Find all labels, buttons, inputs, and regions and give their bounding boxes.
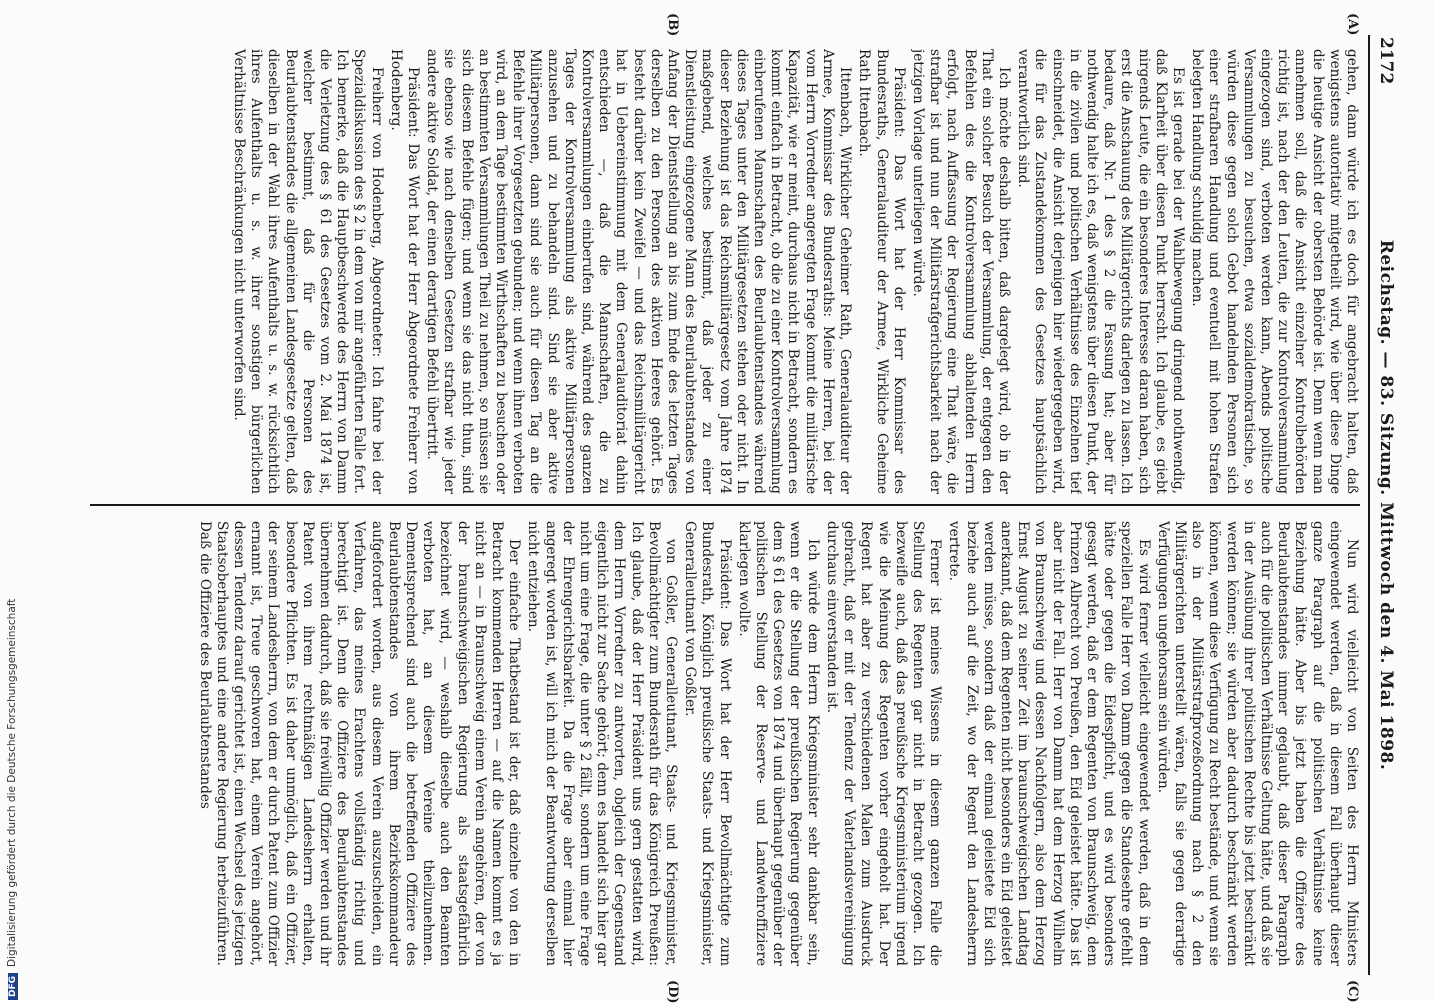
paragraph: Es ist gerade bei der Wahlbewegung dringend nothwendig, daß Klarheit über diesen Punkt herrscht. Ich glaube, es giebt nirgends Leute, die ein besonderes Interesse daran haben, sich erst die Anschauung des Militärgerichts darlegen zu lassen. Ich bedaure, daß Nr. 1 des § 2 die Fassung hat; aber für nothwendig halte ich es, daß wenigstens über diesen Punkt, der in die zivilen und politischen Verhältnisse des Einzelnen tief einschneidet, die Ansicht derjenigen hier wiedergegeben wird, die für das Zustandekommen des Gesetzes hauptsächlich verantwortlich sind. [1015,49,1186,494]
paragraph: Ich würde dem Herrn Kriegsminister sehr dankbar sein, wenn er die Stellung der preußischen Regierung gegenüber dem § 61 des Gesetzes von 1874 und überhaupt gegenüber der politischen Stellung der Reserve- und Landwehroffiziere klarlegen wollte. [735,521,821,966]
paragraph: Ittenbach, Wirklicher Geheimer Rath, Generalauditeur der Armee, Kommissar des Bundesraths: Meine Herren, bei der vom Herrn Vorredner angeregten Frage kommt die militärische Kapazität, wie er meint, durchaus nicht in Betracht, sondern es kommt einfach in Betracht, ob die zu einer Kontrolversammlung einberufenen Mannschaften des Beurlaubtenstandes während dieses Tages unter den Militärgesetzen stehen oder nicht. In dieser Beziehung ist das Reichsmilitärgesetz vom Jahre 1874 maßgebend, welches bestimmt, daß jeder zu einer Dienstleistung eingezogene Mann des Beurlaubtenstandes von Anfang der Dienststellung an bis zum Ende des letzten Tages derselben zu den Personen des aktiven Heeres gehört. Es besteht darüber kein Zweifel — und das Reichsmilitärgericht hat in Uebereinstimmung mit dem Generalauditoriat dahin entschieden —, daß die Mannschaften, die zu Kontrolversammlungen einberufen sind, während des ganzen Tages der Kontrolversammlung als aktive Militärpersonen anzusehen und zu behandeln sind. Sind sie aber aktive Militärpersonen, dann sind sie auch für diesen Tag an die Befehle ihrer Vorgesetzten gebunden; und wenn ihnen verboten wird, an dem Tage bestimmten Wirthschaften zu besuchen oder an bestimmten Versammlungen Theil zu nehmen, so müssen sie sich diesem Befehle fügen; und wenn sie das nicht thun, sind sie ebenso wie nach denselben Gesetzen strafbar wie jeder andere aktive Soldat, der einen derartigen Befehl übertritt. [424,49,854,494]
page-title: Reichstag. — 83. Sitzung. Mittwoch den 4. Mai 1898. [1376,239,1396,771]
paragraph: Nun wird vielleicht von Seiten des Herrn Ministers eingewendet werden, daß in diesem Fall überhaupt dieser ganze Paragraph auf die politischen Verhältnisse keine Beziehung hätte. Aber bis jetzt haben die Offiziere des Beurlaubtenstandes immer geglaubt, daß dieser Paragraph auch für die politischen Verhältnisse Geltung hätte, und daß sie in der Ausübung ihrer politischen Rechte bis jetzt beschränkt werden können; sie würden aber dadurch beschränkt werden können, wenn diese Verfügung zu Recht bestände, und wenn sie also in der Militärstrafprozeßordnung nach § 2 den Militärgerichten unterstellt wären, falls sie gegen derartige Verfügungen ungehorsam sein würden. [1154,521,1360,966]
left-column [90,49,1360,494]
digitization-credit [6,0,20,1000]
margin-mark-a: (A) [1345,13,1360,36]
paragraph: gehen, dann würde ich es doch für angebracht halten, daß wenigstens autoritativ mitgetheilt wird, wie über diese Dinge die heutige Ansicht der obersten Behörde ist. Denn wenn man annehmen soll, daß die Ansicht einzelner Kontrolbehörden richtig ist, nach der den Leuten, die zur Kontrolversammlung eingezogen sind, verboten werden kann, Abends politische Versammlungen zu besuchen, etwa sozialdemokratische, so würden diese gegen solch Gebot handelnden Personen sich einer strafbaren Handlung und eventuell mit hohen Strafen belegten Handlung schuldig machen. [1189,49,1360,494]
paragraph: Präsident: Das Wort hat der Herr Bevollmächtigte zum Bundesrath, Königlich preußische Staats- und Kriegsminister, Generalleutnant von Goßler. [682,521,733,966]
page-number: 2172 [1376,37,1396,85]
paragraph: Ich möchte deshalb bitten, daß dargelegt wird, ob in der That ein solcher Besuch der Versammlung, der entgegen den Befehlen des die Kontrolversammlung abhaltenden Herrn erfolgt, nach Auffassung der Regierung eine That wäre, die strafbar ist und nun der Militärstrafgerichtsbarkeit nach der jetzigen Vorlage unterliegen würde. [909,49,1012,494]
paragraph: Präsident: Das Wort hat der Herr Kommissar des Bundesraths, Generalauditeur der Armee, Wirkliche Geheime Rath Ittenbach. [856,49,907,494]
paragraph: Ferner ist meines Wissens in diesem ganzen Falle die Stellung des Regenten gar nicht in Betracht gezogen. Ich bezweifle auch, daß das preußische Kriegsministerium irgend wie die Meinung des Regenten vorher eingeholt hat. Der Regent hat aber zu verschiedenen Malen zum Ausdruck gebracht, daß er mit der Tendenz der Vaterlandsvereinigung durchaus einverstanden ist. [823,521,944,966]
paragraph: Es wird ferner vielleicht eingewendet werden, daß in dem speziellen Falle Herr von Damm gegen die Standesehre gefehlt hätte oder gegen die Eidespflicht, und es wird besonders gesagt werden, daß er dem Regenten von Braunschweig, dem Prinzen Albrecht von Preußen, den Eid geleistet hätte. Das ist aber nicht der Fall. Herr von Damm hat dem Herzog Wilhelm von Braunschweig und dessen Nachfolgern, also dem Herzog Ernst August zu seiner Zeit im braunschweigischen Landtag anerkannt, daß dem Regenten nicht besonders ein Eid geleistet werden müsse, sondern daß der einmal geleistete Eid sich beziehe auch auf die Zeit, wo der Regent den Landesherrn vertrete. [946,521,1152,966]
column-divider [90,504,1360,506]
paragraph: Freiherr von Hodenberg, Abgeordneter: Ich fahre bei der Spezialdiskussion des § 2 in dem von mir angeführten Falle fort. Ich bemerke, daß die Hauptbeschwerde des Herrn von Damm die Verletzung des § 61 des Gesetzes vom 2. Mai 1874 ist, welcher bestimmt, daß für die Personen des Beurlaubtenstandes die allgemeinen Landesgesetze gelten, daß dieselben in der Wahl ihres Aufenthalts u. s. w. rücksichtlich ihres Aufenthalts u. s. w. ihrer sonstigen bürgerlichen Verhältnisse Beschränkungen nicht unterworfen sind. [231,49,385,494]
margin-mark-d: (D) [665,980,680,1004]
paragraph: Präsident: Das Wort hat der Herr Abgeordnete Freiherr von Hodenberg. [387,49,422,494]
paragraph: von Goßler, Generalleutnant, Staats- und Kriegsminister, Bevollmächtigter zum Bundesrath für das Königreich Preußen: Ich glaube, daß der Herr Präsident uns gern gestatten wird, dem Herrn Vorredner zu antworten, obgleich der Gegenstand eigentlich nicht zur Sache gehört; denn es handelt sich hier gar nicht um eine Frage, die unter § 2 fällt, sondern um eine Frage der Ehrengerichtsbarkeit. Da die Frage aber einmal hier angeregt worden ist, will ich mich der Beantwortung derselben nicht entziehen. [525,521,680,966]
credit-text: Digitalisierung gefördert durch die Deutsche Forschungsgemeinschaft [6,598,18,967]
margin-mark-c: (C) [1345,980,1360,1003]
dfg-logo: DFG [8,973,18,1000]
right-column [90,521,1360,966]
paragraph: Der einfache Thatbestand ist der, daß einzelne von den in Betracht kommenden Herren — auf die Namen kommt es ja nicht an — in Braunschweig einem Verein angehören, der von der braunschweigischen Regierung als staatsgefährlich bezeichnet wird, — weshalb dieselbe auch den Beamten verboten hat, an diesem Vereine theilzunehmen. Dementsprechend sind auch die betreffenden Offiziere des Beurlaubtenstandes von ihrem Bezirkskommandeur aufgefordert worden, aus diesem Verein auszuscheiden, ein Verfahren, das meines Erachtens vollständig richtig und berechtigt ist. Denn die Offiziere des Beurlaubtenstandes übernehmen dadurch, daß sie freiwillig Offizier werden und ihr Patent von ihrem rechtmäßigen Landesherrn erhalten, besondere Pflichten. Es ist daher unmöglich, daß ein Offizier, der seinem Landesherrn, von dem er durch Patent zum Offizier ernannt ist, Treue geschworen hat, einem Verein angehört, dessen Tendenz darauf gerichtet ist, einen Wechsel des jetzigen Staatsoberhauptes und eine andere Regierung herbeizuführen. Daß die Offiziere des Beurlaubtenstandes [196,521,523,966]
printed-page [80,13,1400,1004]
margin-mark-b: (B) [665,13,680,37]
page-header [1368,35,1400,975]
